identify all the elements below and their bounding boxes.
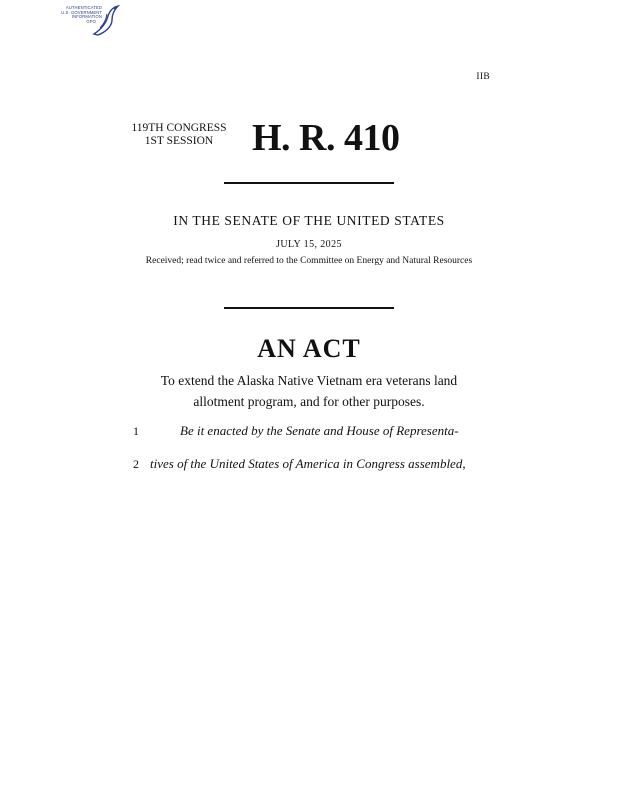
line-number: 2 bbox=[133, 457, 139, 471]
gpo-authenticated-logo bbox=[50, 4, 120, 38]
chamber-heading: IN THE SENATE OF THE UNITED STATES bbox=[173, 213, 445, 228]
logo-line-government: U.S. GOVERNMENT bbox=[61, 9, 102, 15]
divider-bottom bbox=[224, 307, 394, 309]
document-version-code: IIB bbox=[476, 72, 490, 82]
logo-line-authenticated: AUTHENTICATED bbox=[65, 5, 102, 10]
congress-label: 119TH CONGRESS bbox=[131, 122, 227, 134]
logo-line-gpo: GPO bbox=[86, 18, 96, 24]
session-label: 1ST SESSION bbox=[144, 135, 214, 147]
act-purpose: To extend the Alaska Native Vietnam era veterans land allotment program, and for other purposes. bbox=[160, 373, 458, 409]
act-heading: AN ACT bbox=[257, 334, 361, 363]
bill-number: H. R. 410 bbox=[252, 117, 400, 159]
logo-line-information: INFORMATION bbox=[71, 14, 102, 20]
line-number: 1 bbox=[133, 424, 139, 438]
enacting-clause-line: tives of the United States of America in Congress assembled, bbox=[150, 456, 466, 471]
eagle-icon bbox=[90, 4, 120, 38]
referral-action-text: Received; read twice and referred to the Committee on Energy and Natural Resources bbox=[145, 256, 473, 266]
action-date: JULY 15, 2025 bbox=[276, 239, 342, 250]
congress-session-block bbox=[118, 122, 240, 148]
enacting-clause-line: Be it enacted by the Senate and House of Representa- bbox=[180, 423, 459, 438]
divider-top bbox=[224, 182, 394, 184]
